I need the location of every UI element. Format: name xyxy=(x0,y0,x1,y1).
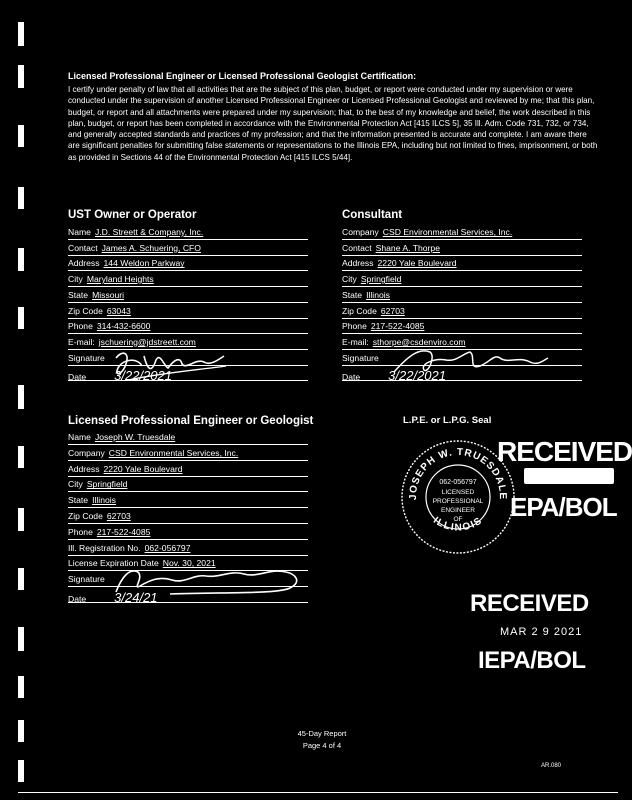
engineer-field-label: Phone xyxy=(68,526,93,537)
engineer-field-row xyxy=(68,464,308,477)
engineer-field-row xyxy=(68,432,308,445)
consultant-field-label: Contact xyxy=(342,242,372,253)
consultant-field-value: CSD Environmental Services, Inc. xyxy=(382,227,513,237)
owner-field-label: Signature xyxy=(68,352,105,363)
engineer-field-label: Company xyxy=(68,447,105,458)
consultant-field-label: State xyxy=(342,289,363,300)
consultant-field-label: Address xyxy=(342,258,374,269)
engineer-field-value: 2220 Yale Boulevard xyxy=(103,463,183,474)
owner-field-value: J.D. Streett & Company, Inc. xyxy=(94,227,204,237)
owner-field-row xyxy=(68,258,308,271)
consultant-field-value: sthorpe@csdenviro.com xyxy=(372,336,466,347)
owner-field-row xyxy=(68,227,308,240)
scan-strip-mark xyxy=(18,125,24,147)
scan-strip-mark xyxy=(18,307,24,329)
consultant-field-value: 217-522-4085 xyxy=(370,321,425,332)
consultant-field-label: Company xyxy=(342,227,379,237)
owner-field-label: Date xyxy=(68,372,87,383)
seal-line-licensed: LICENSED xyxy=(441,489,475,496)
seal-title: L.P.E. or L.P.G. Seal xyxy=(403,415,492,426)
scan-strip-mark xyxy=(18,568,24,590)
owner-field-row xyxy=(68,321,308,334)
consultant-field-label: City xyxy=(342,274,357,285)
owner-field-label: City xyxy=(68,274,83,285)
consultant-field-label: Zip Code xyxy=(342,305,377,316)
consultant-field-row xyxy=(342,290,582,303)
engineer-field-value: Springfield xyxy=(86,479,128,490)
consultant-field-value: Springfield xyxy=(360,274,402,285)
consultant-field-row xyxy=(342,306,582,319)
footer-report-title: 45-Day Report xyxy=(297,729,347,738)
seal-line-engineer: ENGINEER xyxy=(441,507,475,514)
scan-strip-mark xyxy=(18,187,24,209)
owner-field-label: E-mail: xyxy=(68,336,95,347)
certification-body: I certify under penalty of law that all activities that are the subject of this plan, budget, or report were conducted under my supervision or were conducted under the supervision of another Licensed Professional Engineer or Licensed Professional Geologist and reviewed by me; that this plan, budget, or report and all attachments were prepared under my supervision; that, to the best of my knowledge and belief, the work described in this plan, budget, or report has been completed in accordance with the Environmental Protection Act [415 ILCS 5], 35 Ill. Adm. Code 731, 732, or 734, and generally accepted standards and practices of my profession; and that the information presented is accurate and complete. I am aware there are significant penalties for submitting false statements or representations to the Illinois EPA, including but not limited to fines, imprisonment, or both as provided in Sections 44 of the Environmental Protection Act [415 ILCS 5/44]. xyxy=(68,85,598,162)
engineer-field-value: 217-522-4085 xyxy=(96,526,151,537)
scan-strip-mark xyxy=(18,385,24,409)
owner-field-row xyxy=(68,274,308,287)
certification-title: Licensed Professional Engineer or Licensed Professional Geologist Certification: xyxy=(68,71,417,81)
consultant-field-label: Signature xyxy=(342,352,379,363)
engineer-field-label: Name xyxy=(68,432,91,442)
engineer-signature xyxy=(110,562,310,596)
owner-field-row xyxy=(68,290,308,303)
engineer-field-value: Illinois xyxy=(92,495,116,506)
footer-page-number: Page 4 of 4 xyxy=(302,741,342,750)
consultant-field-value: 2220 Yale Boulevard xyxy=(377,258,457,269)
owner-field-value: 3/22/2021 xyxy=(114,368,172,384)
engineer-field-value: Nov. 30, 2021 xyxy=(162,558,216,569)
engineer-field-label: Date xyxy=(68,594,87,604)
consultant-field-label: Date xyxy=(342,372,361,383)
scan-strip-mark xyxy=(18,248,24,271)
epa-stamp-1: EPA/BOL xyxy=(510,492,617,522)
consultant-field-value: Shane A. Thorpe xyxy=(375,242,440,253)
scan-strip-mark xyxy=(18,22,24,46)
engineer-field-row xyxy=(68,543,308,556)
engineer-field-value: 3/24/21 xyxy=(114,590,158,605)
engineer-field-label: Signature xyxy=(68,574,105,585)
engineer-field-value: 62703 xyxy=(106,511,131,521)
scan-strip-mark xyxy=(18,720,24,742)
consultant-field-row xyxy=(342,274,582,287)
consultant-field-row xyxy=(342,227,582,240)
seal-line-of: OF xyxy=(453,516,463,523)
scan-strip-mark xyxy=(18,446,24,468)
engineer-field-label: State xyxy=(68,495,89,506)
epa-stamp-2: IEPA/BOL xyxy=(478,647,586,674)
owner-field-value: 314-432-6600 xyxy=(96,321,151,332)
footer-code: AR.080 xyxy=(541,763,562,769)
engineer-field-label: License Expiration Date xyxy=(68,558,159,569)
owner-field-value: jschuering@jdstreett.com xyxy=(98,336,196,347)
bottom-rule xyxy=(18,792,618,793)
consultant-field-label: E-mail: xyxy=(342,336,369,347)
received-date-stamp: MAR 2 9 2021 xyxy=(500,626,583,638)
owner-signature xyxy=(108,346,228,384)
received-stamp-2: RECEIVED xyxy=(470,590,589,617)
owner-field-value: James A. Schuering, CFO xyxy=(101,242,201,253)
engineer-field-label: Ill. Registration No. xyxy=(68,542,141,553)
owner-section-title: UST Owner or Operator xyxy=(68,209,197,221)
seal-bottom-text: ILLINOIS xyxy=(431,515,485,534)
consultant-field-label: Phone xyxy=(342,321,367,332)
owner-field-row xyxy=(68,306,308,319)
scan-strip-mark xyxy=(18,760,24,782)
engineer-field-row xyxy=(68,479,308,492)
engineer-section-title: Licensed Professional Engineer or Geologist xyxy=(68,415,314,427)
owner-field-label: Zip Code xyxy=(68,305,103,316)
owner-field-row xyxy=(68,243,308,256)
engineer-field-value: 062-056797 xyxy=(144,542,191,553)
redaction-bar xyxy=(524,468,614,484)
received-stamp-1: RECEIVED xyxy=(497,436,632,467)
engineer-field-value: CSD Environmental Services, Inc. xyxy=(108,447,239,458)
owner-field-value: Missouri xyxy=(92,289,125,300)
owner-field-value: Maryland Heights xyxy=(86,274,154,285)
consultant-signature xyxy=(390,344,550,378)
scan-strip-mark xyxy=(18,508,24,531)
owner-field-label: Phone xyxy=(68,321,93,332)
consultant-field-row xyxy=(342,321,582,334)
engineer-field-label: Address xyxy=(68,463,100,474)
engineer-field-row xyxy=(68,527,308,540)
scan-strip-mark xyxy=(18,676,24,698)
consultant-field-row xyxy=(342,243,582,256)
scan-strip-mark xyxy=(18,65,24,88)
engineer-field-row xyxy=(68,495,308,508)
engineer-field-row xyxy=(68,511,308,524)
owner-field-label: State xyxy=(68,289,89,300)
seal-line-professional: PROFESSIONAL xyxy=(432,498,484,505)
owner-field-label: Contact xyxy=(68,242,98,253)
engineer-field-label: City xyxy=(68,479,83,490)
consultant-section-title: Consultant xyxy=(342,209,403,221)
engineer-field-row xyxy=(68,448,308,461)
owner-field-label: Address xyxy=(68,258,100,269)
engineer-field-label: Zip Code xyxy=(68,511,103,521)
owner-field-value: 144 Weldon Parkway xyxy=(103,258,185,269)
consultant-field-row xyxy=(342,258,582,271)
seal-number: 062-056797 xyxy=(439,479,477,486)
scan-strip-mark xyxy=(18,627,24,651)
owner-field-label: Name xyxy=(68,227,91,237)
consultant-field-value: 3/22/2021 xyxy=(388,368,446,384)
seal-top-text: JOSEPH W. TRUESDALE xyxy=(407,446,509,501)
owner-field-value: 63043 xyxy=(106,305,131,316)
consultant-field-value: 62703 xyxy=(380,305,405,316)
engineer-field-value: Joseph W. Truesdale xyxy=(94,432,176,442)
consultant-field-value: Illinois xyxy=(366,289,390,300)
